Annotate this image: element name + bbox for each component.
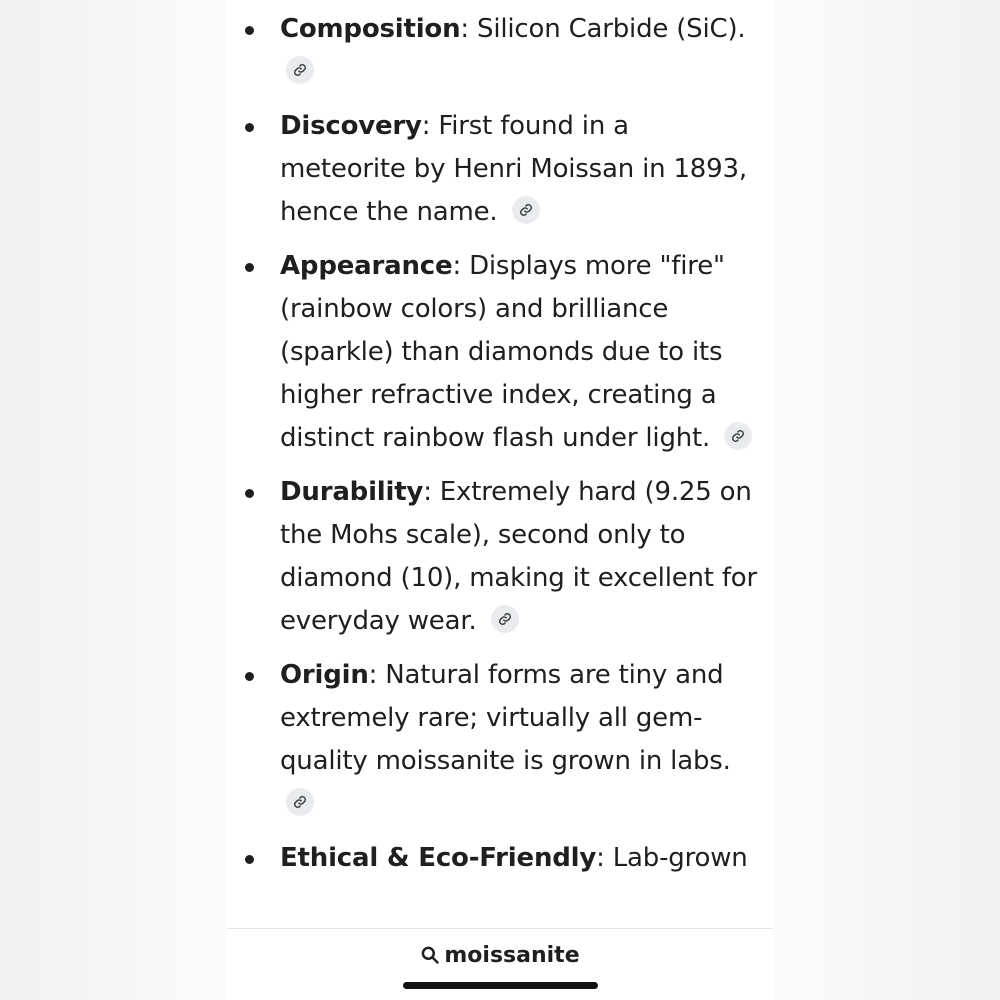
search-query: moissanite xyxy=(444,942,580,968)
fact-term: Ethical & Eco-Friendly xyxy=(280,843,597,873)
bullet xyxy=(245,26,254,35)
link-icon xyxy=(519,203,533,217)
fact-text: : Displays more "fire" (rainbow colors) and brilliance (sparkle) than diamonds due to its higher refractive index, creating a distinct rainbow flash under light. xyxy=(280,251,725,453)
citation-button[interactable] xyxy=(286,788,314,816)
search-query-button[interactable] xyxy=(227,939,773,971)
list-item xyxy=(227,8,773,94)
bullet xyxy=(245,672,254,681)
citation-button[interactable] xyxy=(724,422,752,450)
fact-text: : Extremely hard (9.25 on the Mohs scale), second only to diamond (10), making it excellent for everyday wear. xyxy=(280,477,758,636)
link-icon xyxy=(731,429,745,443)
link-icon xyxy=(293,63,307,77)
fact-term: Appearance xyxy=(280,251,453,281)
fact-text: : Lab-grown xyxy=(596,843,748,873)
list-item xyxy=(227,471,773,643)
fact-text: : Silicon Carbide (SiC). xyxy=(460,14,746,44)
list-item xyxy=(227,105,773,234)
fact-term: Composition xyxy=(280,14,461,44)
search-icon xyxy=(420,945,440,965)
list-item xyxy=(227,837,773,880)
list-item xyxy=(227,654,773,826)
link-icon xyxy=(293,795,307,809)
citation-button[interactable] xyxy=(286,56,314,84)
home-indicator[interactable] xyxy=(403,982,598,989)
fact-term: Durability xyxy=(280,477,424,507)
fact-term: Discovery xyxy=(280,111,422,141)
list-item xyxy=(227,245,773,460)
answer-content[interactable] xyxy=(227,0,773,928)
fact-text: : Natural forms are tiny and extremely rare; virtually all gem-quality moissanite is grown in labs. xyxy=(280,660,731,776)
bullet xyxy=(245,855,254,864)
bullet xyxy=(245,263,254,272)
phone-screen xyxy=(227,0,773,1000)
bullet xyxy=(245,489,254,498)
citation-button[interactable] xyxy=(512,196,540,224)
bullet xyxy=(245,123,254,132)
fact-term: Origin xyxy=(280,660,369,690)
bottom-bar xyxy=(227,928,773,1000)
fact-text: : First found in a meteorite by Henri Moissan in 1893, hence the name. xyxy=(280,111,747,227)
citation-button[interactable] xyxy=(491,605,519,633)
link-icon xyxy=(498,612,512,626)
facts-list xyxy=(227,8,773,891)
